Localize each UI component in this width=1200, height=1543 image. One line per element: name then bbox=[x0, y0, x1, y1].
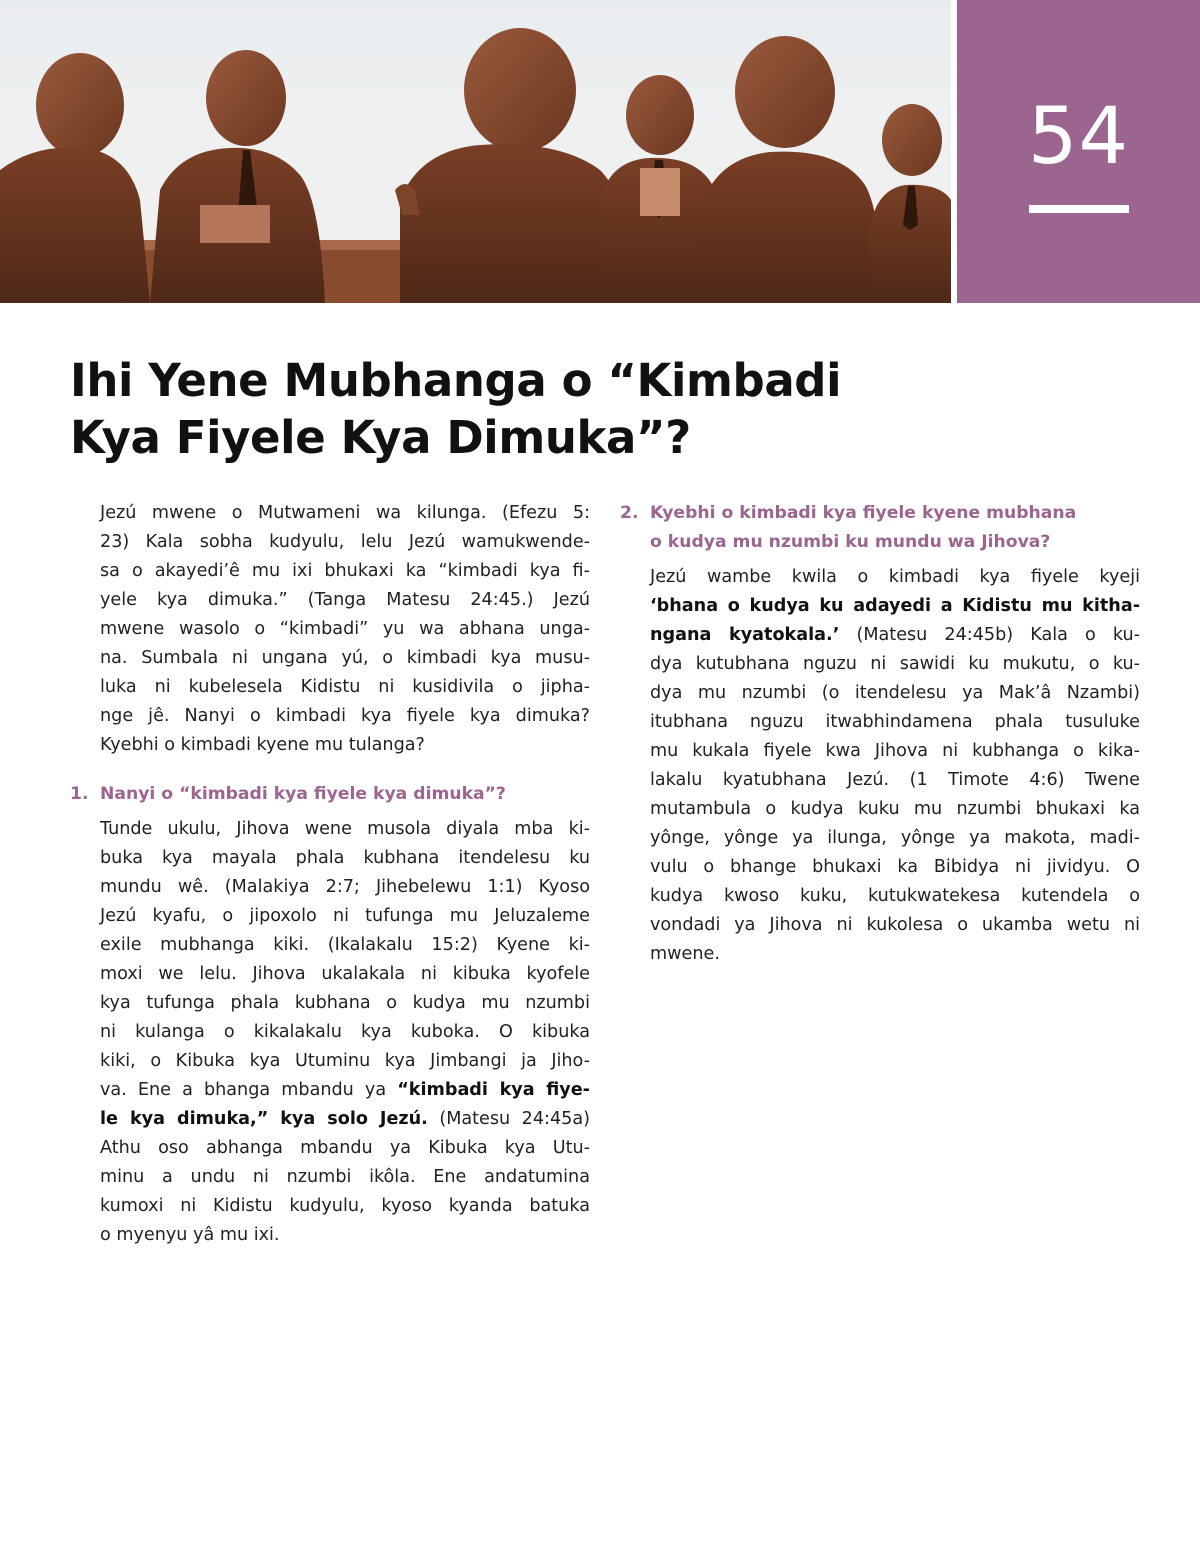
right-column bbox=[620, 499, 1140, 969]
section-2-number: 2. bbox=[620, 503, 639, 523]
section-1-line: moxi we lelu. Jihova ukalakala ni kibuka kyofele bbox=[100, 964, 590, 984]
lesson-number-panel bbox=[957, 0, 1200, 303]
section-2-line: vulu o bhange bhukaxi ka Bibidya ni jividyu. O bbox=[650, 857, 1140, 877]
intro-paragraph bbox=[70, 499, 590, 760]
section-1-line: kiki, o Kibuka kya Utuminu kya Jimbangi ja Jiho- bbox=[100, 1051, 590, 1071]
section-1-line: kya tufunga phala kubhana o kudya mu nzumbi bbox=[100, 993, 590, 1013]
section-2-line: lakalu kyatubhana Jezú. (1 Timote 4:6) Twene bbox=[650, 770, 1140, 790]
intro-line: luka ni kubelesela Kidistu ni kusidivila o jipha- bbox=[100, 677, 590, 697]
section-2-question bbox=[620, 499, 1140, 557]
section-2-line: mwene. bbox=[650, 944, 720, 964]
left-column bbox=[70, 499, 590, 1250]
section-1-line: kumoxi ni Kidistu kudyulu, kyoso kyanda batuka bbox=[100, 1196, 590, 1216]
intro-line: na. Sumbala ni ungana yú, o kimbadi kya musu- bbox=[100, 648, 590, 668]
section-1-line: Tunde ukulu, Jihova wene musola diyala mba ki- bbox=[100, 819, 590, 839]
section-2-line: dya kutubhana nguzu ni sawidi ku mukutu, o ku- bbox=[650, 654, 1140, 674]
intro-line: Jezú mwene o Mutwameni wa kilunga. (Efezu 5: bbox=[100, 503, 590, 523]
section-2-question-line: Kyebhi o kimbadi kya fiyele kyene mubhana bbox=[650, 503, 1077, 523]
section-2-line: kudya kwoso kuku, kutukwatekesa kutendela o bbox=[650, 886, 1140, 906]
section-1-line: buka kya mayala phala kubhana itendelesu ku bbox=[100, 848, 590, 868]
intro-line: nge jê. Nanyi o kimbadi kya fiyele kya dimuka? bbox=[100, 706, 590, 726]
section-1-line: Jezú kyafu, o jipoxolo ni tufunga mu Jeluzaleme bbox=[100, 906, 590, 926]
intro-line: Kyebhi o kimbadi kyene mu tulanga? bbox=[100, 735, 425, 755]
page-title bbox=[70, 352, 890, 466]
section-2-line: mu kukala fiyele kwa Jihova ni kubhanga o kika- bbox=[650, 741, 1140, 761]
intro-line: sa o akayedi’ê mu ixi bhukaxi ka “kimbadi kya fi- bbox=[100, 561, 590, 581]
section-1-line: minu a undu ni nzumbi ikôla. Ene andatumina bbox=[100, 1167, 590, 1187]
section-1-number: 1. bbox=[70, 784, 89, 804]
section-1-line: o myenyu yâ mu ixi. bbox=[100, 1225, 280, 1245]
section-1-paragraph bbox=[70, 815, 590, 1250]
section-2-line: Jezú wambe kwila o kimbadi kya fiyele kyeji bbox=[650, 567, 1140, 587]
intro-line: mwene wasolo o “kimbadi” yu wa abhana unga- bbox=[100, 619, 590, 639]
section-1-question bbox=[70, 780, 590, 809]
section-2-line: vondadi ya Jihova ni kukolesa o ukamba wetu ni bbox=[650, 915, 1140, 935]
lesson-number: 54 bbox=[1027, 92, 1130, 182]
section-2-line bbox=[650, 621, 1140, 650]
section-1-text: (Matesu 24:45a) bbox=[427, 1109, 590, 1129]
section-1-line: ni kulanga o kikalakalu kya kuboka. O kibuka bbox=[100, 1022, 590, 1042]
section-2-line: dya mu nzumbi (o itendelesu ya Mak’â Nzambi) bbox=[650, 683, 1140, 703]
section-1-bold-text: le kya dimuka,” kya solo Jezú. bbox=[100, 1109, 428, 1129]
section-2-line: itubhana nguzu itwabhindamena phala tusuluke bbox=[650, 712, 1140, 732]
section-1-line bbox=[100, 1105, 590, 1134]
section-1-bold-text: “kimbadi kya fiye- bbox=[397, 1080, 590, 1100]
intro-line: 23) Kala sobha kudyulu, lelu Jezú wamukwende- bbox=[100, 532, 590, 552]
section-2-paragraph bbox=[620, 563, 1140, 969]
section-2-line: mutambula o kudya kuku mu nzumbi bhukaxi ka bbox=[650, 799, 1140, 819]
section-2-line: yônge, yônge ya ilunga, yônge ya makota, madi- bbox=[650, 828, 1140, 848]
section-1-line: mundu wê. (Malakiya 2:7; Jihebelewu 1:1) Kyoso bbox=[100, 877, 590, 897]
section-2-bold-text: ngana kyatokala.’ bbox=[650, 625, 840, 645]
section-2-bold-line: ‘bhana o kudya ku adayedi a Kidistu mu kitha- bbox=[650, 596, 1140, 616]
section-2-question-line: o kudya mu nzumbi ku mundu wa Jihova? bbox=[650, 532, 1051, 552]
section-2-text: (Matesu 24:45b) Kala o ku- bbox=[839, 625, 1140, 645]
lesson-number-underline bbox=[1029, 205, 1129, 213]
title-line-1: Ihi Yene Mubhanga o “Kimbadi bbox=[70, 354, 842, 407]
header-photo bbox=[0, 0, 951, 303]
section-1-text: va. Ene a bhanga mbandu ya bbox=[100, 1080, 398, 1100]
section-1-line bbox=[100, 1076, 590, 1105]
meeting-photo-illustration bbox=[0, 0, 951, 303]
section-1-line: Athu oso abhanga mbandu ya Kibuka kya Utu- bbox=[100, 1138, 590, 1158]
section-1-question-text: Nanyi o “kimbadi kya fiyele kya dimuka”? bbox=[100, 784, 506, 804]
section-1-line: exile mubhanga kiki. (Ikalakalu 15:2) Kyene ki- bbox=[100, 935, 590, 955]
title-line-2: Kya Fiyele Kya Dimuka”? bbox=[70, 411, 691, 464]
intro-line: yele kya dimuka.” (Tanga Matesu 24:45.) Jezú bbox=[100, 590, 590, 610]
